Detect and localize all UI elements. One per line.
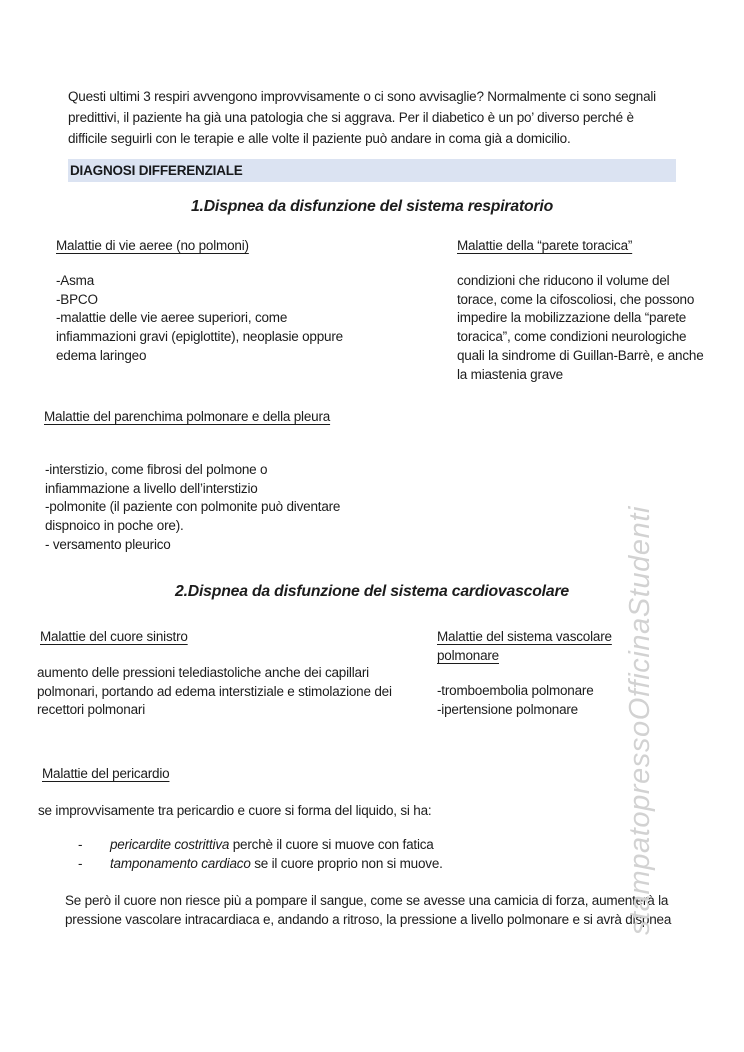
pulmonary-vascular-list-item: -tromboembolia polmonare [437,683,594,698]
bullet-item [78,836,638,855]
parenchyma-heading: Malattie del parenchima polmonare e della pleura [44,409,331,424]
bullet-rest: se il cuore proprio non si muove. [250,855,443,871]
bullet-rest: perchè il cuore si muove con fatica [229,837,434,852]
closing-paragraph: Se però il cuore non riesce più a pompare il sangue, come se avesse una camicia di forza, aumenterà la pressione vascolare intracardiaca e, andando a ritroso, la pressione a livello polmonare e si avrà dispnea [65,893,672,927]
airways-list [56,272,356,366]
section1-title: 1.Dispnea da disfunzione del sistema respiratorio [190,198,554,215]
pericardium-intro: se improvvisamente tra pericardio e cuore si forma del liquido, si ha: [38,803,432,818]
dash-marker: - [78,855,83,871]
pulmonary-vascular-list-item: -ipertensione polmonare [437,701,578,717]
left-heart-body: aumento delle pressioni telediastoliche anche dei capillari polmonari, portando ad edema interstiziale e stimolazione dei recettori polmonari [37,665,392,718]
bullet-text [110,855,443,874]
pericardium-bullet-list [78,836,638,873]
parenchyma-list-item: - versamento pleurico [45,536,171,552]
bullet-text [110,836,434,855]
parenchyma-list [45,461,355,555]
airways-list-item: -malattie delle vie aeree superiori, come infiammazioni gravi (epiglottite), neoplasie oppure edema laringeo [56,310,343,363]
parenchyma-list-item: -interstizio, come fibrosi del polmone o infiammazione a livello dell’interstizio [45,462,268,496]
watermark: stampatopressoOfficinaStudenti [624,505,656,935]
chest-wall-body: condizioni che riducono il volume del torace, come la cifoscoliosi, che possono impedire la mobilizzazione della “parete toracica”, come condizioni neurologiche quali la sindrome di Guillan-Barrè, e anche la miastenia grave [457,273,704,382]
bullet-term: pericardite costrittiva [110,837,230,852]
airways-list-item: -BPCO [56,291,98,307]
pericardium-heading: Malattie del pericardio [42,766,170,781]
section-header-diagnosi-differenziale: DIAGNOSI DIFFERENZIALE [68,159,676,182]
airways-list-item: -Asma [56,273,95,288]
pulmonary-vascular-heading: Malattie del sistema vascolare polmonare [437,629,612,663]
chest-wall-heading: Malattie della “parete toracica” [457,238,633,253]
airways-heading: Malattie di vie aeree (no polmoni) [56,238,249,253]
dash-marker: - [78,837,83,852]
parenchyma-list-item: -polmonite (il paziente con polmonite può diventare dispnoico in poche ore). [45,499,341,534]
left-heart-heading: Malattie del cuore sinistro [40,629,188,644]
bullet-term: tamponamento cardiaco [110,855,251,871]
section2-title: 2.Dispnea da disfunzione del sistema cardiovascolare [175,583,569,600]
bullet-item [78,855,638,874]
intro-paragraph: Questi ultimi 3 respiri avvengono improvvisamente o ci sono avvisaglie? Normalmente ci sono segnali predittivi, il paziente ha già una patologia che si aggrava. Per il diabetico è un po’ diverso perché è difficile seguirli con le terapie e alle volte il paziente può andare in coma già a domicilio. [68,89,656,146]
